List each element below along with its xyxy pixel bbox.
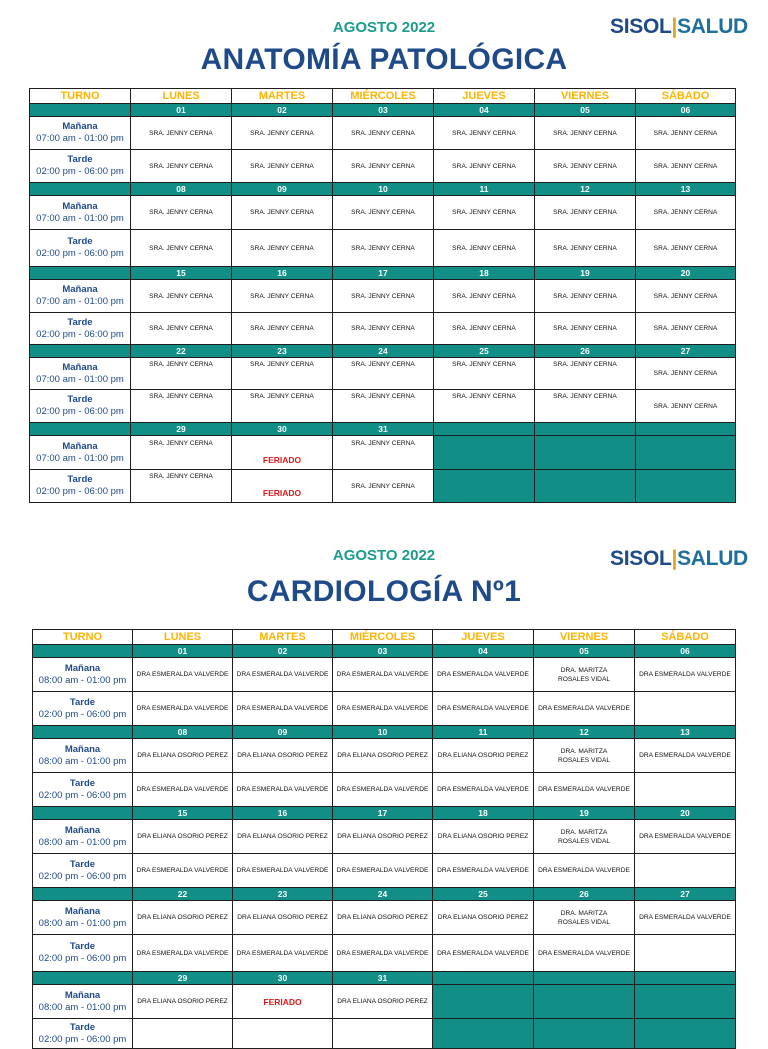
- staff-cell: SRA. JENNY CERNA: [232, 196, 333, 230]
- staff-cell: DRA. MARITZA ROSALES VIDAL: [534, 901, 635, 935]
- feriado-label: FERIADO: [232, 436, 333, 470]
- staff-cell: DRA ELIANA OSORIO PEREZ: [333, 820, 433, 854]
- date-cell: 19: [535, 267, 636, 280]
- staff-cell: [635, 854, 736, 888]
- turno-tarde: Tarde 02:00 pm - 06:00 pm: [30, 230, 131, 267]
- date-cell: 18: [434, 267, 535, 280]
- header-row: [30, 89, 736, 104]
- date-cell: 10: [333, 726, 433, 739]
- date-row: [30, 104, 736, 117]
- staff-cell: DRA ESMERALDA VALVERDE: [333, 854, 433, 888]
- staff-cell: SRA. JENNY CERNA: [333, 280, 434, 313]
- date-cell: 13: [635, 726, 736, 739]
- staff-cell: DRA ESMERALDA VALVERDE: [433, 935, 534, 972]
- date-cell: 17: [333, 267, 434, 280]
- staff-cell: DRA ESMERALDA VALVERDE: [333, 773, 433, 807]
- staff-cell: SRA. JENNY CERNA: [535, 358, 636, 390]
- date-cell: 26: [534, 888, 635, 901]
- header-turno: TURNO: [33, 630, 133, 645]
- date-cell: 02: [232, 104, 333, 117]
- staff-cell: SRA. JENNY CERNA: [333, 313, 434, 345]
- staff-cell: SRA. JENNY CERNA: [636, 150, 736, 183]
- date-cell: 06: [635, 645, 736, 658]
- tarde-row: [30, 313, 736, 345]
- date-cell: [434, 423, 535, 436]
- date-cell: 27: [636, 345, 736, 358]
- staff-cell: DRA. MARITZA ROSALES VIDAL: [534, 820, 635, 854]
- header-sabado: SÁBADO: [635, 630, 736, 645]
- staff-cell: DRA ESMERALDA VALVERDE: [433, 854, 534, 888]
- header-turno: TURNO: [30, 89, 131, 104]
- staff-cell: SRA. JENNY CERNA: [333, 358, 434, 390]
- date-row: [33, 972, 736, 985]
- staff-cell: DRA ELIANA OSORIO PEREZ: [433, 901, 534, 935]
- date-cell: 16: [233, 807, 333, 820]
- date-cell: 24: [333, 345, 434, 358]
- date-cell: 22: [131, 345, 232, 358]
- date-cell: 09: [232, 183, 333, 196]
- date-cell: 31: [333, 423, 434, 436]
- date-row: [30, 267, 736, 280]
- staff-cell: SRA. JENNY CERNA: [131, 390, 232, 423]
- turno-manana: Mañana 08:00 am - 01:00 pm: [33, 985, 133, 1019]
- date-cell: 12: [534, 726, 635, 739]
- header-miercoles: MIÉRCOLES: [333, 630, 433, 645]
- date-cell: 23: [233, 888, 333, 901]
- date-row: [30, 345, 736, 358]
- turno-manana: Mañana 08:00 am - 01:00 pm: [33, 820, 133, 854]
- turno-manana: Mañana 08:00 am - 01:00 pm: [33, 658, 133, 692]
- date-cell: 04: [433, 645, 534, 658]
- staff-cell: [635, 935, 736, 972]
- header-miercoles: MIÉRCOLES: [333, 89, 434, 104]
- date-cell: 12: [535, 183, 636, 196]
- turno-manana: Mañana 07:00 am - 01:00 pm: [30, 117, 131, 150]
- date-cell: 26: [535, 345, 636, 358]
- staff-cell: DRA ESMERALDA VALVERDE: [133, 773, 233, 807]
- date-cell: 25: [434, 345, 535, 358]
- header-lunes: LUNES: [131, 89, 232, 104]
- turno-tarde: Tarde 02:00 pm - 06:00 pm: [33, 935, 133, 972]
- staff-cell: SRA. JENNY CERNA: [535, 313, 636, 345]
- staff-cell: SRA. JENNY CERNA: [131, 436, 232, 470]
- turno-manana: Mañana 07:00 am - 01:00 pm: [30, 280, 131, 313]
- date-cell: 06: [636, 104, 736, 117]
- date-cell: 03: [333, 104, 434, 117]
- staff-cell: DRA ESMERALDA VALVERDE: [133, 854, 233, 888]
- staff-cell: SRA. JENNY CERNA: [535, 196, 636, 230]
- staff-cell: DRA ESMERALDA VALVERDE: [635, 739, 736, 773]
- staff-cell: DRA ELIANA OSORIO PEREZ: [133, 901, 233, 935]
- sisol-salud-logo: SISOL|SALUD: [610, 547, 748, 570]
- staff-cell: DRA. MARITZA ROSALES VIDAL: [534, 739, 635, 773]
- staff-cell: DRA ESMERALDA VALVERDE: [635, 820, 736, 854]
- date-cell: 20: [635, 807, 736, 820]
- staff-cell: SRA. JENNY CERNA: [535, 117, 636, 150]
- staff-cell: DRA ESMERALDA VALVERDE: [635, 658, 736, 692]
- header-martes: MARTES: [233, 630, 333, 645]
- staff-cell: SRA. JENNY CERNA: [131, 196, 232, 230]
- staff-cell: DRA ESMERALDA VALVERDE: [133, 935, 233, 972]
- header-row: [33, 630, 736, 645]
- schedule-table: [29, 88, 736, 503]
- date-cell: 20: [636, 267, 736, 280]
- tarde-row: [33, 692, 736, 726]
- manana-row: [30, 436, 736, 470]
- manana-row: [33, 985, 736, 1019]
- staff-cell: SRA. JENNY CERNA: [434, 358, 535, 390]
- tarde-row: [30, 470, 736, 503]
- staff-cell: SRA. JENNY CERNA: [535, 150, 636, 183]
- staff-cell: DRA ESMERALDA VALVERDE: [233, 692, 333, 726]
- staff-cell: DRA ESMERALDA VALVERDE: [233, 773, 333, 807]
- staff-cell: DRA ELIANA OSORIO PEREZ: [433, 739, 534, 773]
- schedule-table: [32, 629, 736, 1049]
- staff-cell: DRA ESMERALDA VALVERDE: [635, 901, 736, 935]
- turno-tarde: Tarde 02:00 pm - 06:00 pm: [33, 692, 133, 726]
- date-cell: 18: [433, 807, 534, 820]
- date-cell: 11: [433, 726, 534, 739]
- page-title: CARDIOLOGÍA Nº1: [246, 575, 522, 608]
- date-row: [33, 645, 736, 658]
- staff-cell: DRA ESMERALDA VALVERDE: [333, 935, 433, 972]
- staff-cell: SRA. JENNY CERNA: [131, 117, 232, 150]
- staff-cell: SRA. JENNY CERNA: [232, 313, 333, 345]
- staff-cell: SRA. JENNY CERNA: [434, 196, 535, 230]
- date-cell: 09: [233, 726, 333, 739]
- staff-cell: [635, 773, 736, 807]
- feriado-label: FERIADO: [232, 470, 333, 503]
- staff-cell: SRA. JENNY CERNA: [434, 313, 535, 345]
- staff-cell: DRA ELIANA OSORIO PEREZ: [433, 820, 534, 854]
- date-cell: 29: [133, 972, 233, 985]
- turno-manana: Mañana 08:00 am - 01:00 pm: [33, 901, 133, 935]
- date-cell: 11: [434, 183, 535, 196]
- staff-cell: DRA ESMERALDA VALVERDE: [333, 658, 433, 692]
- turno-tarde: Tarde 02:00 pm - 06:00 pm: [33, 854, 133, 888]
- staff-cell: SRA. JENNY CERNA: [131, 313, 232, 345]
- staff-cell: SRA. JENNY CERNA: [232, 358, 333, 390]
- tarde-row: [30, 230, 736, 267]
- turno-tarde: Tarde 02:00 pm - 06:00 pm: [30, 390, 131, 423]
- staff-cell: SRA. JENNY CERNA: [535, 390, 636, 423]
- staff-cell: [635, 692, 736, 726]
- staff-cell: SRA. JENNY CERNA: [636, 358, 736, 390]
- staff-cell: DRA ESMERALDA VALVERDE: [534, 935, 635, 972]
- date-cell: 17: [333, 807, 433, 820]
- manana-row: [33, 820, 736, 854]
- date-cell: 15: [131, 267, 232, 280]
- date-row: [33, 888, 736, 901]
- staff-cell: SRA. JENNY CERNA: [131, 280, 232, 313]
- manana-row: [33, 658, 736, 692]
- date-cell: 01: [131, 104, 232, 117]
- staff-cell: SRA. JENNY CERNA: [333, 150, 434, 183]
- date-cell: 23: [232, 345, 333, 358]
- staff-cell: SRA. JENNY CERNA: [636, 196, 736, 230]
- date-cell: 02: [233, 645, 333, 658]
- staff-cell: DRA ESMERALDA VALVERDE: [233, 935, 333, 972]
- staff-cell: SRA. JENNY CERNA: [636, 313, 736, 345]
- date-cell: 10: [333, 183, 434, 196]
- manana-row: [30, 117, 736, 150]
- date-cell: 22: [133, 888, 233, 901]
- turno-tarde: Tarde 02:00 pm - 06:00 pm: [30, 150, 131, 183]
- manana-row: [30, 196, 736, 230]
- staff-cell: SRA. JENNY CERNA: [131, 150, 232, 183]
- date-cell: 24: [333, 888, 433, 901]
- date-cell: 01: [133, 645, 233, 658]
- staff-cell: SRA. JENNY CERNA: [636, 230, 736, 267]
- date-cell: 31: [333, 972, 433, 985]
- header-jueves: JUEVES: [433, 630, 534, 645]
- date-cell: [636, 423, 736, 436]
- header-viernes: VIERNES: [535, 89, 636, 104]
- feriado-label: FERIADO: [233, 985, 333, 1019]
- staff-cell: DRA ESMERALDA VALVERDE: [433, 692, 534, 726]
- staff-cell: DRA ESMERALDA VALVERDE: [133, 692, 233, 726]
- sisol-salud-logo: SISOL|SALUD: [610, 15, 748, 38]
- staff-cell: DRA ESMERALDA VALVERDE: [333, 692, 433, 726]
- date-row: [33, 807, 736, 820]
- date-cell: 05: [534, 645, 635, 658]
- staff-cell: SRA. JENNY CERNA: [434, 280, 535, 313]
- staff-cell: SRA. JENNY CERNA: [434, 150, 535, 183]
- staff-cell: DRA ELIANA OSORIO PEREZ: [133, 739, 233, 773]
- staff-cell: DRA ESMERALDA VALVERDE: [534, 854, 635, 888]
- staff-cell: SRA. JENNY CERNA: [131, 358, 232, 390]
- tarde-row: [33, 1019, 736, 1049]
- staff-cell: DRA ELIANA OSORIO PEREZ: [133, 985, 233, 1019]
- staff-cell: SRA. JENNY CERNA: [232, 117, 333, 150]
- staff-cell: SRA. JENNY CERNA: [333, 390, 434, 423]
- date-cell: 27: [635, 888, 736, 901]
- date-cell: 16: [232, 267, 333, 280]
- staff-cell: SRA. JENNY CERNA: [636, 390, 736, 423]
- staff-cell: DRA ESMERALDA VALVERDE: [133, 658, 233, 692]
- staff-cell: SRA. JENNY CERNA: [232, 390, 333, 423]
- manana-row: [33, 739, 736, 773]
- date-cell: 25: [433, 888, 534, 901]
- turno-manana: Mañana 08:00 am - 01:00 pm: [33, 739, 133, 773]
- date-cell: 04: [434, 104, 535, 117]
- staff-cell: SRA. JENNY CERNA: [535, 230, 636, 267]
- staff-cell: SRA. JENNY CERNA: [232, 150, 333, 183]
- staff-cell: SRA. JENNY CERNA: [333, 470, 434, 503]
- date-cell: 15: [133, 807, 233, 820]
- date-cell: 08: [133, 726, 233, 739]
- staff-cell: SRA. JENNY CERNA: [636, 117, 736, 150]
- page-title: ANATOMÍA PATOLÓGICA: [200, 43, 568, 76]
- date-cell: 29: [131, 423, 232, 436]
- staff-cell: SRA. JENNY CERNA: [535, 280, 636, 313]
- tarde-row: [33, 935, 736, 972]
- date-row: [30, 423, 736, 436]
- staff-cell: DRA ESMERALDA VALVERDE: [534, 692, 635, 726]
- manana-row: [30, 280, 736, 313]
- staff-cell: DRA ELIANA OSORIO PEREZ: [133, 820, 233, 854]
- manana-row: [33, 901, 736, 935]
- staff-cell: DRA ESMERALDA VALVERDE: [433, 773, 534, 807]
- staff-cell: SRA. JENNY CERNA: [131, 230, 232, 267]
- staff-cell: DRA ELIANA OSORIO PEREZ: [333, 739, 433, 773]
- date-cell: 13: [636, 183, 736, 196]
- staff-cell: SRA. JENNY CERNA: [434, 230, 535, 267]
- date-cell: 05: [535, 104, 636, 117]
- staff-cell: SRA. JENNY CERNA: [333, 196, 434, 230]
- header-lunes: LUNES: [133, 630, 233, 645]
- turno-tarde: Tarde 02:00 pm - 06:00 pm: [30, 313, 131, 345]
- tarde-row: [33, 854, 736, 888]
- staff-cell: DRA ESMERALDA VALVERDE: [433, 658, 534, 692]
- staff-cell: SRA. JENNY CERNA: [232, 280, 333, 313]
- tarde-row: [33, 773, 736, 807]
- staff-cell: DRA ELIANA OSORIO PEREZ: [233, 901, 333, 935]
- date-row: [30, 183, 736, 196]
- month-label: AGOSTO 2022: [332, 19, 436, 36]
- staff-cell: SRA. JENNY CERNA: [434, 117, 535, 150]
- staff-cell: SRA. JENNY CERNA: [131, 470, 232, 503]
- turno-manana: Mañana 07:00 am - 01:00 pm: [30, 196, 131, 230]
- staff-cell: DRA. MARITZA ROSALES VIDAL: [534, 658, 635, 692]
- date-cell: 19: [534, 807, 635, 820]
- date-cell: 30: [232, 423, 333, 436]
- turno-tarde: Tarde 02:00 pm - 06:00 pm: [33, 773, 133, 807]
- header-viernes: VIERNES: [534, 630, 635, 645]
- turno-manana: Mañana 07:00 am - 01:00 pm: [30, 436, 131, 470]
- staff-cell: DRA ELIANA OSORIO PEREZ: [333, 985, 433, 1019]
- date-cell: 30: [233, 972, 333, 985]
- header-martes: MARTES: [232, 89, 333, 104]
- manana-row: [30, 358, 736, 390]
- header-jueves: JUEVES: [434, 89, 535, 104]
- tarde-row: [30, 150, 736, 183]
- staff-cell: DRA ELIANA OSORIO PEREZ: [333, 901, 433, 935]
- staff-cell: SRA. JENNY CERNA: [333, 436, 434, 470]
- tarde-row: [30, 390, 736, 423]
- turno-tarde: Tarde 02:00 pm - 06:00 pm: [30, 470, 131, 503]
- date-row: [33, 726, 736, 739]
- staff-cell: DRA ESMERALDA VALVERDE: [233, 658, 333, 692]
- staff-cell: DRA ESMERALDA VALVERDE: [233, 854, 333, 888]
- staff-cell: SRA. JENNY CERNA: [636, 280, 736, 313]
- staff-cell: SRA. JENNY CERNA: [232, 230, 333, 267]
- staff-cell: SRA. JENNY CERNA: [434, 390, 535, 423]
- date-cell: [535, 423, 636, 436]
- staff-cell: SRA. JENNY CERNA: [333, 117, 434, 150]
- staff-cell: DRA ELIANA OSORIO PEREZ: [233, 820, 333, 854]
- header-sabado: SÁBADO: [636, 89, 736, 104]
- turno-tarde: Tarde 02:00 pm - 06:00 pm: [33, 1019, 133, 1049]
- staff-cell: DRA ESMERALDA VALVERDE: [534, 773, 635, 807]
- staff-cell: SRA. JENNY CERNA: [333, 230, 434, 267]
- date-cell: 03: [333, 645, 433, 658]
- staff-cell: DRA ELIANA OSORIO PEREZ: [233, 739, 333, 773]
- turno-manana: Mañana 07:00 am - 01:00 pm: [30, 358, 131, 390]
- date-cell: 08: [131, 183, 232, 196]
- month-label: AGOSTO 2022: [332, 547, 436, 564]
